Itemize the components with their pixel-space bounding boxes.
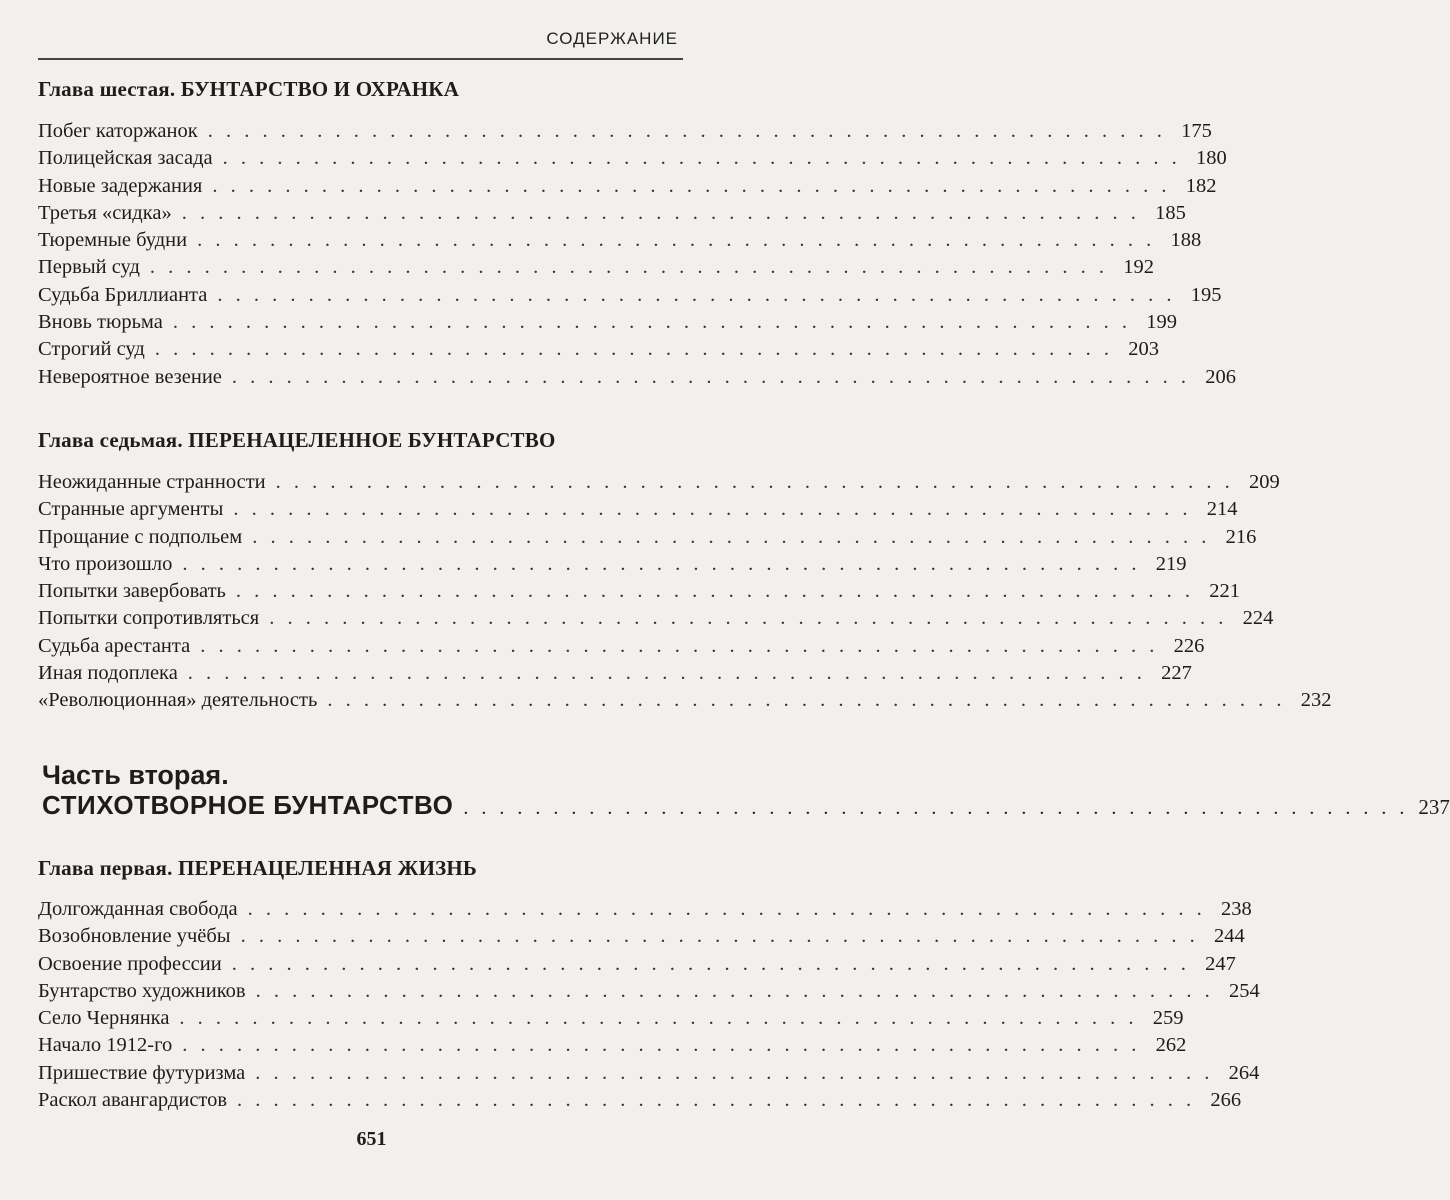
toc-entry-title: Бунтарство художников	[38, 979, 246, 1002]
toc-entry-title: Судьба арестанта	[38, 634, 191, 657]
toc-entry[interactable]	[38, 605, 1274, 632]
toc-entry-title: Попытки сопротивляться	[38, 607, 260, 630]
toc-entry-title: Вновь тюрьма	[38, 311, 163, 334]
toc-entry[interactable]	[38, 309, 1177, 336]
toc-entry-page: 203	[1128, 338, 1159, 361]
toc-entry-title: Неожиданные странности	[38, 471, 266, 493]
chapter-6-toc	[38, 118, 1237, 391]
leader-dots: . . . . . . . . . . . . . . . . . . . . . . . . . . . . . . . . . . . . . . . . . . . . . . . . . . . . .	[463, 797, 1409, 819]
part-2-entry[interactable]	[42, 790, 1450, 821]
toc-entry[interactable]	[38, 145, 1227, 172]
toc-entry[interactable]	[38, 687, 1332, 714]
toc-entry[interactable]	[38, 254, 1155, 281]
leader-dots: . . . . . . . . . . . . . . . . . . . . . . . . . . . . . . . . . . . . . . . . . . . . . . . . . . . . .	[235, 580, 1195, 603]
toc-entry-title: Возобновление учёбы	[38, 925, 231, 948]
toc-entry-page: 224	[1242, 607, 1274, 630]
leader-dots: . . . . . . . . . . . . . . . . . . . . . . . . . . . . . . . . . . . . . . . . . . . . . . . . . . . . .	[182, 552, 1141, 575]
toc-entry-title: Новые задержания	[38, 174, 203, 197]
toc-entry-title: Тюремные будни	[38, 229, 188, 252]
toc-entry-title: Побег каторжанок	[38, 120, 198, 142]
toc-entry[interactable]	[38, 660, 1192, 687]
toc-entry[interactable]	[38, 469, 1280, 496]
toc-entry-title: Прощание с подпольем	[38, 525, 243, 548]
chapter-6-heading: Глава шестая. БУНТАРСТВО И ОХРАНКА	[38, 77, 460, 101]
leader-dots: . . . . . . . . . . . . . . . . . . . . . . . . . . . . . . . . . . . . . . . . . . . . . . . . . . . . .	[154, 338, 1113, 361]
leader-dots: . . . . . . . . . . . . . . . . . . . . . . . . . . . . . . . . . . . . . . . . . . . . . . . . . . . . .	[172, 311, 1131, 334]
toc-entry[interactable]	[38, 896, 1252, 923]
toc-entry[interactable]	[38, 364, 1237, 391]
toc-entry-page: 209	[1249, 471, 1280, 493]
toc-entry[interactable]	[38, 578, 1241, 605]
leader-dots: . . . . . . . . . . . . . . . . . . . . . . . . . . . . . . . . . . . . . . . . . . . . . . . . . . . . .	[231, 365, 1191, 388]
toc-entry-page: 221	[1209, 580, 1241, 603]
leader-dots: . . . . . . . . . . . . . . . . . . . . . . . . . . . . . . . . . . . . . . . . . . . . . . . . . . . . .	[181, 201, 1140, 224]
toc-entry[interactable]	[38, 282, 1222, 309]
toc-entry-page: 219	[1155, 552, 1187, 575]
toc-entry-page: 259	[1152, 1007, 1184, 1030]
leader-dots: . . . . . . . . . . . . . . . . . . . . . . . . . . . . . . . . . . . . . . . . . . . . . . . . . . . . .	[247, 898, 1206, 920]
toc-entry[interactable]	[38, 1032, 1187, 1059]
toc-entry-page: 244	[1213, 925, 1245, 948]
toc-entry-page: 188	[1170, 229, 1202, 252]
running-head: СОДЕРЖАНИЕ	[546, 29, 678, 48]
toc-entry-page: 238	[1221, 898, 1252, 920]
toc-entry-title: Раскол авангардистов	[38, 1089, 228, 1112]
toc-entry[interactable]	[38, 951, 1236, 978]
chapter-1-toc	[38, 896, 1260, 1114]
toc-entry-title: Пришествие футуризма	[38, 1061, 246, 1084]
leader-dots: . . . . . . . . . . . . . . . . . . . . . . . . . . . . . . . . . . . . . . . . . . . . . . . . . . . . .	[240, 925, 1199, 948]
toc-entry[interactable]	[38, 524, 1257, 551]
toc-entry-page: 214	[1206, 498, 1238, 521]
toc-entry-title: Строгий суд	[38, 338, 145, 361]
toc-entry[interactable]	[38, 1087, 1242, 1114]
leader-dots: . . . . . . . . . . . . . . . . . . . . . . . . . . . . . . . . . . . . . . . . . . . . . . . . . . . . .	[275, 471, 1234, 493]
toc-entry-page: 227	[1161, 662, 1192, 685]
toc-entry-title: Освоение профессии	[38, 952, 222, 975]
toc-entry[interactable]	[38, 496, 1238, 523]
toc-entry-page: 254	[1228, 979, 1260, 1002]
toc-entry-title: Иная подоплека	[38, 662, 178, 685]
toc-entry-page: 185	[1155, 201, 1186, 224]
toc-entry-title: «Революционная» деятельность	[38, 689, 318, 712]
leader-dots: . . . . . . . . . . . . . . . . . . . . . . . . . . . . . . . . . . . . . . . . . . . . . . . . . . . . .	[207, 120, 1166, 142]
leader-dots: . . . . . . . . . . . . . . . . . . . . . . . . . . . . . . . . . . . . . . . . . . . . . . . . . . . . .	[252, 525, 1211, 548]
toc-entry-title: Судьба Бриллианта	[38, 283, 208, 306]
toc-entry-page: 206	[1205, 365, 1237, 388]
toc-entry[interactable]	[38, 1060, 1260, 1087]
part-2-page: 237	[1418, 795, 1450, 819]
leader-dots: . . . . . . . . . . . . . . . . . . . . . . . . . . . . . . . . . . . . . . . . . . . . . . . . . . . . .	[200, 634, 1159, 657]
toc-entry[interactable]	[38, 551, 1187, 578]
toc-entry-page: 192	[1123, 256, 1155, 279]
toc-entry-page: 247	[1205, 952, 1236, 975]
toc-entry-title: Долгожданная свобода	[38, 898, 238, 920]
toc-entry[interactable]	[38, 173, 1217, 200]
toc-entry-page: 232	[1300, 689, 1332, 712]
toc-entry-page: 199	[1146, 311, 1177, 334]
toc-entry-title: Третья «сидка»	[38, 201, 172, 224]
leader-dots: . . . . . . . . . . . . . . . . . . . . . . . . . . . . . . . . . . . . . . . . . . . . . . . . . . . . .	[237, 1089, 1196, 1112]
leader-dots: . . . . . . . . . . . . . . . . . . . . . . . . . . . . . . . . . . . . . . . . . . . . . . . . . . . . .	[212, 174, 1171, 197]
toc-entry-title: Полицейская засада	[38, 147, 213, 170]
chapter-1-heading: Глава первая. ПЕРЕНАЦЕЛЕННАЯ ЖИЗНЬ	[38, 856, 478, 880]
toc-entry-page: 175	[1181, 120, 1212, 142]
leader-dots: . . . . . . . . . . . . . . . . . . . . . . . . . . . . . . . . . . . . . . . . . . . . . . . . . . . . .	[217, 283, 1176, 306]
part-2-title: СТИХОТВОРНОЕ БУНТАРСТВО	[42, 790, 454, 820]
leader-dots: . . . . . . . . . . . . . . . . . . . . . . . . . . . . . . . . . . . . . . . . . . . . . . . . . . . . .	[233, 498, 1192, 521]
toc-entry-title: Невероятное везение	[38, 365, 222, 388]
leader-dots: . . . . . . . . . . . . . . . . . . . . . . . . . . . . . . . . . . . . . . . . . . . . . . . . . . . . .	[222, 147, 1181, 170]
part-2-label: Часть вторая.	[42, 760, 229, 790]
toc-entry-title: Село Чернянка	[38, 1007, 170, 1030]
toc-entry-page: 182	[1185, 174, 1217, 197]
toc-entry-title: Попытки завербовать	[38, 580, 226, 603]
toc-entry[interactable]	[38, 118, 1212, 145]
page-number: 651	[356, 1128, 387, 1150]
toc-entry-title: Что произошло	[38, 552, 173, 575]
toc-entry[interactable]	[38, 336, 1159, 363]
header-rule	[38, 58, 683, 60]
leader-dots: . . . . . . . . . . . . . . . . . . . . . . . . . . . . . . . . . . . . . . . . . . . . . . . . . . . . .	[255, 1061, 1214, 1084]
toc-entry-title: Начало 1912-го	[38, 1034, 173, 1057]
toc-entry-title: Странные аргументы	[38, 498, 224, 521]
chapter-7-heading: Глава седьмая. ПЕРЕНАЦЕЛЕННОЕ БУНТАРСТВО	[38, 428, 556, 452]
toc-entry[interactable]	[38, 200, 1186, 227]
toc-entry-page: 262	[1155, 1034, 1187, 1057]
toc-entry-page: 180	[1195, 147, 1227, 170]
leader-dots: . . . . . . . . . . . . . . . . . . . . . . . . . . . . . . . . . . . . . . . . . . . . . . . . . . . . .	[255, 979, 1214, 1002]
toc-entry-page: 226	[1173, 634, 1205, 657]
toc-entry[interactable]	[38, 227, 1202, 254]
chapter-7-toc	[38, 469, 1332, 715]
toc-entry-page: 216	[1225, 525, 1257, 548]
toc-entry-page: 264	[1228, 1061, 1260, 1084]
toc-entry[interactable]	[38, 923, 1245, 950]
toc-entry[interactable]	[38, 1005, 1184, 1032]
toc-entry-title: Первый суд	[38, 256, 140, 279]
toc-entry-page: 266	[1210, 1089, 1242, 1112]
leader-dots: . . . . . . . . . . . . . . . . . . . . . . . . . . . . . . . . . . . . . . . . . . . . . . . . . . . . .	[149, 256, 1109, 279]
toc-entry-page: 195	[1190, 283, 1222, 306]
leader-dots: . . . . . . . . . . . . . . . . . . . . . . . . . . . . . . . . . . . . . . . . . . . . . . . . . . . . .	[197, 229, 1156, 252]
toc-entry[interactable]	[38, 978, 1260, 1005]
leader-dots: . . . . . . . . . . . . . . . . . . . . . . . . . . . . . . . . . . . . . . . . . . . . . . . . . . . . .	[231, 952, 1190, 975]
leader-dots: . . . . . . . . . . . . . . . . . . . . . . . . . . . . . . . . . . . . . . . . . . . . . . . . . . . . .	[179, 1007, 1138, 1030]
leader-dots: . . . . . . . . . . . . . . . . . . . . . . . . . . . . . . . . . . . . . . . . . . . . . . . . . . . . .	[327, 689, 1286, 712]
leader-dots: . . . . . . . . . . . . . . . . . . . . . . . . . . . . . . . . . . . . . . . . . . . . . . . . . . . . .	[182, 1034, 1141, 1057]
toc-entry[interactable]	[38, 633, 1205, 660]
leader-dots: . . . . . . . . . . . . . . . . . . . . . . . . . . . . . . . . . . . . . . . . . . . . . . . . . . . . .	[269, 607, 1228, 630]
leader-dots: . . . . . . . . . . . . . . . . . . . . . . . . . . . . . . . . . . . . . . . . . . . . . . . . . . . . .	[187, 662, 1146, 685]
